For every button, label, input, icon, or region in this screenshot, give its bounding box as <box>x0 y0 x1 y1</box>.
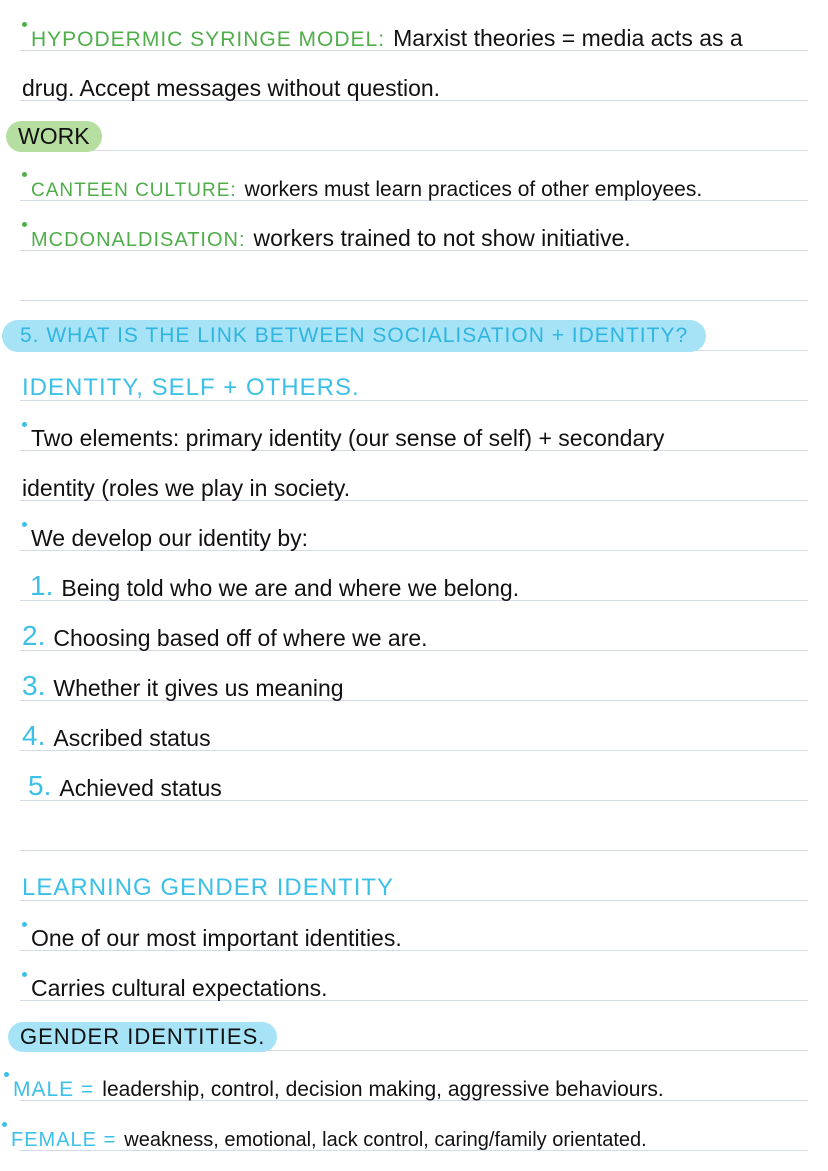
note-female <box>2 1112 647 1152</box>
list-text: Achieved status <box>59 775 222 801</box>
list-item-3 <box>22 662 344 702</box>
bullet-icon <box>22 172 27 177</box>
term: MALE = <box>13 1078 95 1101</box>
heading-gender-identities <box>8 1012 277 1052</box>
rule-line <box>20 300 808 301</box>
term: FEMALE = <box>11 1129 117 1151</box>
definition: workers must learn practices of other employees. <box>244 178 703 201</box>
term: HYPODERMIC SYRINGE MODEL: <box>31 28 386 51</box>
definition: leadership, control, decision making, aggressive behaviours. <box>102 1078 664 1101</box>
list-number: 4. <box>22 720 46 751</box>
note-canteen <box>22 162 702 202</box>
definition: weakness, emotional, lack control, caring/family orientated. <box>124 1129 647 1151</box>
note-mcdonald <box>22 212 631 252</box>
note-text: One of our most important identities. <box>31 925 402 951</box>
bullet-icon <box>22 22 27 27</box>
bullet-icon <box>22 422 27 427</box>
list-number: 3. <box>22 670 46 701</box>
list-text: Whether it gives us meaning <box>53 675 344 701</box>
term: MCDONALDISATION: <box>31 229 246 251</box>
list-text: Being told who we are and where we belong. <box>61 575 520 601</box>
note-two-elements <box>22 412 664 452</box>
list-item-4 <box>22 712 211 752</box>
note-hypodermic-cont: drug. Accept messages without question. <box>22 75 441 101</box>
definition: Marxist theories = media acts as a <box>393 25 743 51</box>
note-male <box>4 1062 664 1102</box>
list-text: Choosing based off of where we are. <box>53 625 428 651</box>
bullet-icon <box>22 222 27 227</box>
rule-line <box>20 850 808 851</box>
note-text: Two elements: primary identity (our sense of self) + secondary <box>31 425 665 451</box>
bullet-icon <box>22 922 27 927</box>
term: CANTEEN CULTURE: <box>31 180 237 201</box>
note-hypodermic <box>22 12 743 52</box>
heading-work <box>6 112 102 152</box>
bullet-icon <box>4 1072 9 1077</box>
bullet-icon <box>22 522 27 527</box>
heading-learning-gender: LEARNING GENDER IDENTITY <box>22 874 395 901</box>
bullet-icon <box>22 972 27 977</box>
note-two-elements-cont: identity (roles we play in society. <box>22 475 351 501</box>
list-item-5 <box>28 762 222 802</box>
note-we-develop <box>22 512 308 552</box>
question-5 <box>2 312 706 352</box>
note-carries <box>22 962 328 1002</box>
list-number: 1. <box>30 570 54 601</box>
bullet-icon <box>2 1122 7 1127</box>
rule-line <box>20 150 808 151</box>
highlighted-heading: GENDER IDENTITIES. <box>8 1022 277 1052</box>
list-number: 2. <box>22 620 46 651</box>
note-text: Carries cultural expectations. <box>31 975 328 1001</box>
highlighted-question: 5. WHAT IS THE LINK BETWEEN SOCIALISATION + IDENTITY? <box>2 320 706 352</box>
list-text: Ascribed status <box>53 725 211 751</box>
note-one-of <box>22 912 402 952</box>
list-number: 5. <box>28 770 52 801</box>
list-item-1 <box>30 562 519 602</box>
definition: workers trained to not show initiative. <box>253 225 631 251</box>
list-item-2 <box>22 612 428 652</box>
heading-identity: IDENTITY, SELF + OTHERS. <box>22 374 360 401</box>
note-text: We develop our identity by: <box>31 525 309 551</box>
highlighted-heading: WORK <box>6 121 102 152</box>
